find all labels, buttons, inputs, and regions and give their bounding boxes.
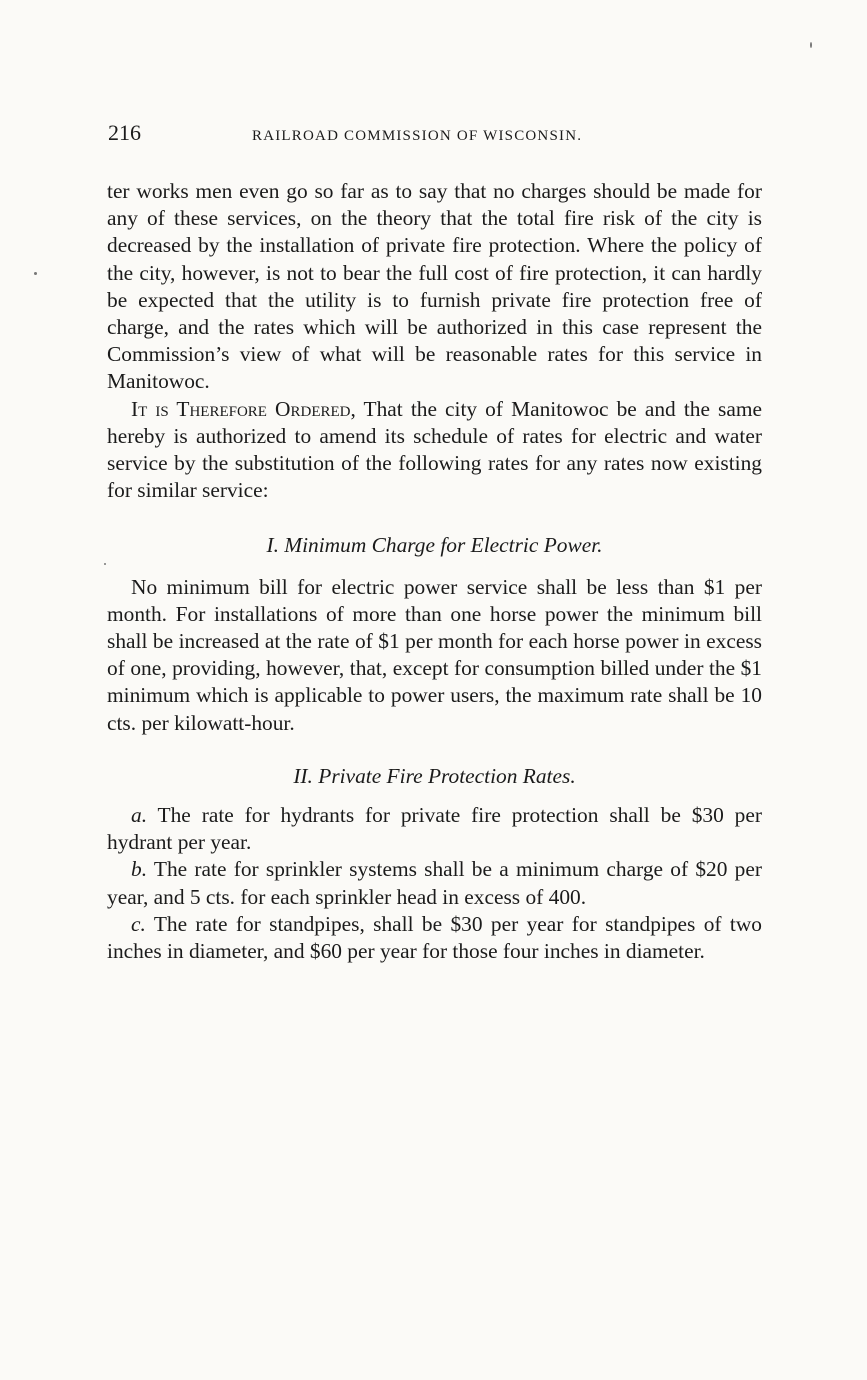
item-letter: a. — [131, 803, 148, 828]
section-heading-fire-protection: II. Private Fire Protection Rates. — [293, 763, 576, 788]
scan-speck — [34, 272, 37, 275]
body-text — [107, 178, 762, 965]
page-number: 216 — [108, 120, 141, 145]
page-header — [108, 120, 768, 150]
item-text: The rate for sprinkler systems shall be a minimum charge of $20 per year, and 5 cts. for each sprinkler head in excess of 400. — [107, 857, 762, 909]
paragraph-order — [107, 396, 762, 505]
scan-speck — [104, 563, 106, 565]
running-head: RAILROAD COMMISSION OF WISCONSIN. — [252, 128, 583, 144]
order-text: That the city of Manitowoc be and the same hereby is authorized to amend its schedule of rates for electric and water service by the substitution of the following rates for any rates now existing for similar service: — [107, 396, 762, 503]
item-letter: c. — [131, 911, 146, 936]
item-letter: b. — [131, 857, 148, 882]
section-text-minimum-charge: No minimum bill for electric power service shall be less than $1 per month. For installations of more than one horse power the minimum bill shall be increased at the rate of $1 per month for each horse power in excess of one, providing, however, that, except for consumption billed under the $1 minimum which is applicable to power users, the maximum rate shall be 10 cts. per kilowatt-hour. — [107, 574, 762, 735]
item-text: The rate for hydrants for private fire protection shall be $30 per hydrant per year. — [107, 803, 762, 855]
order-lead-smallcaps: It is Therefore Ordered, — [131, 396, 356, 421]
rate-item-sprinklers — [107, 856, 762, 910]
item-text: The rate for standpipes, shall be $30 per year for standpipes of two inches in diameter, and $60 per year for those four inches in diameter. — [107, 911, 762, 964]
paragraph-continuation: ter works men even go so far as to say that no charges should be made for any of these services, on the theory that the total fire risk of the city is decreased by the installation of private fire protection. Where the policy of the city, however, is not to bear the full cost of fire protection, it can hardly be expected that the utility is to furnish private fire protection free of charge, and the rates which will be authorized in this case represent the Commission’s view of what will be reasonable rates for this service in Manitowoc. — [107, 179, 762, 394]
rate-item-standpipes — [107, 911, 762, 965]
section-heading-minimum-charge: I. Minimum Charge for Electric Power. — [266, 533, 603, 558]
scan-speck — [810, 42, 812, 48]
rate-item-hydrants — [107, 802, 762, 856]
